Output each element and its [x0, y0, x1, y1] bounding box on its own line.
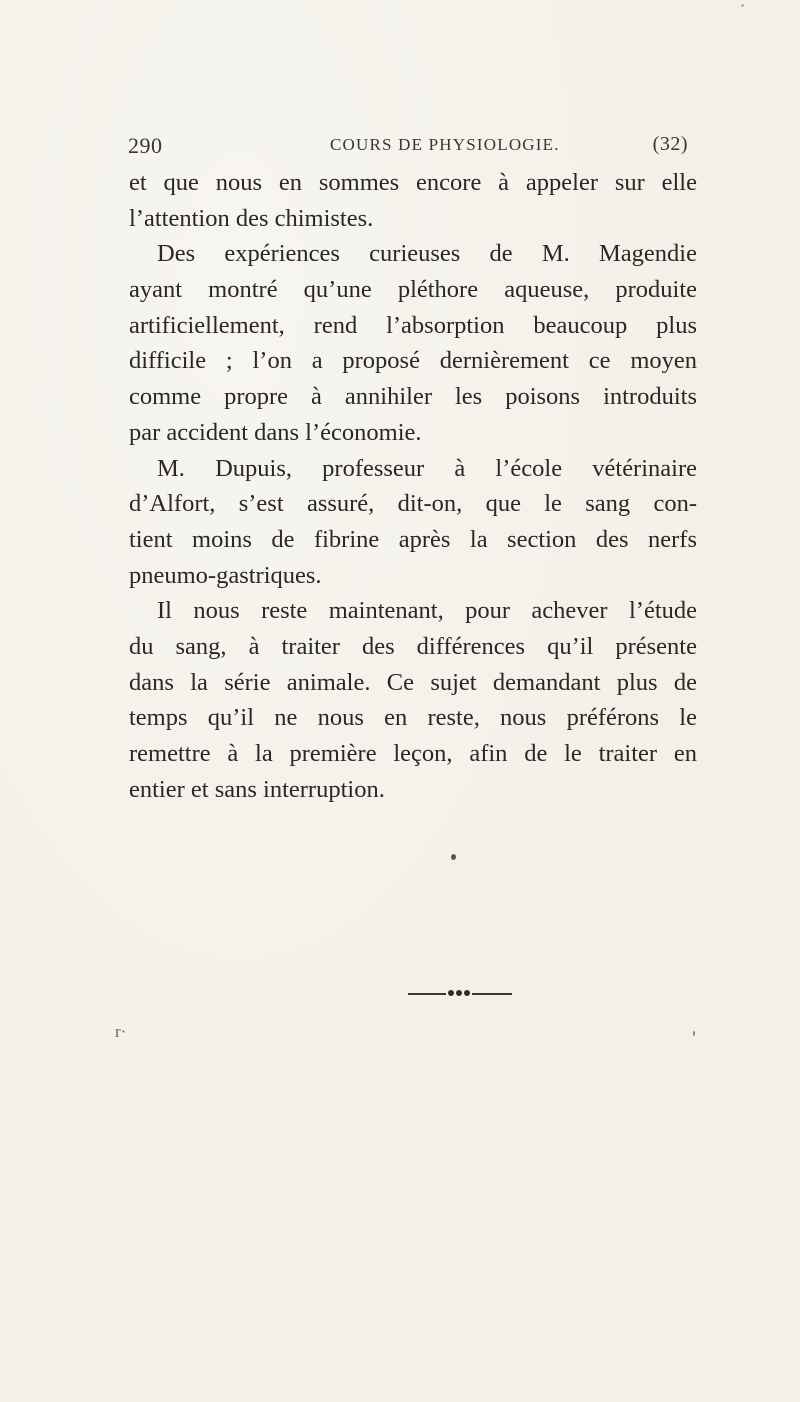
- signature-mark: (32): [652, 133, 688, 155]
- body-text: [129, 165, 697, 807]
- paper-speck: [693, 1031, 695, 1036]
- text-line: l’attention des chimistes.: [129, 204, 374, 232]
- stray-mark: r·: [115, 1022, 127, 1041]
- text-line: tient moins de fibrine après la section des nerfs: [129, 525, 697, 553]
- text-line: Des expériences curieuses de M. Magendie: [157, 240, 697, 268]
- text-line: pneumo-gastriques.: [129, 561, 322, 589]
- text-line: du sang, à traiter des différences qu’il présente: [129, 632, 697, 660]
- running-title: COURS DE PHYSIOLOGIE.: [330, 135, 560, 154]
- text-line: dans la série animale. Ce sujet demandant plus de: [129, 668, 697, 696]
- page-number: 290: [128, 133, 163, 158]
- ornament-dot: [448, 990, 454, 996]
- text-line: entier et sans interruption.: [129, 775, 385, 803]
- running-head: [128, 133, 688, 163]
- text-line: temps qu’il ne nous en reste, nous préférons le: [129, 704, 697, 732]
- text-line: ayant montré qu’une pléthore aqueuse, produite: [129, 276, 697, 304]
- text-line: comme propre à annihiler les poisons introduits: [129, 383, 697, 411]
- text-line: d’Alfort, s’est assuré, dit-on, que le sang con-: [129, 490, 697, 518]
- ink-dot: [451, 854, 456, 860]
- text-line: Il nous reste maintenant, pour achever l’étude: [157, 597, 697, 625]
- rule-ornament: [446, 987, 472, 999]
- text-line: par accident dans l’économie.: [129, 418, 422, 446]
- text-line: et que nous en sommes encore à appeler sur elle: [129, 169, 697, 196]
- text-line: artificiellement, rend l’absorption beaucoup plus: [129, 311, 697, 339]
- ornament-dot: [456, 990, 462, 996]
- ornament-dot: [464, 990, 470, 996]
- text-line: remettre à la première leçon, afin de le traiter en: [129, 740, 697, 767]
- paper-speck: [741, 4, 744, 7]
- text-line: M. Dupuis, professeur à l’école vétérinaire: [157, 454, 697, 482]
- text-line: difficile ; l’on a proposé dernièrement ce moyen: [129, 347, 697, 375]
